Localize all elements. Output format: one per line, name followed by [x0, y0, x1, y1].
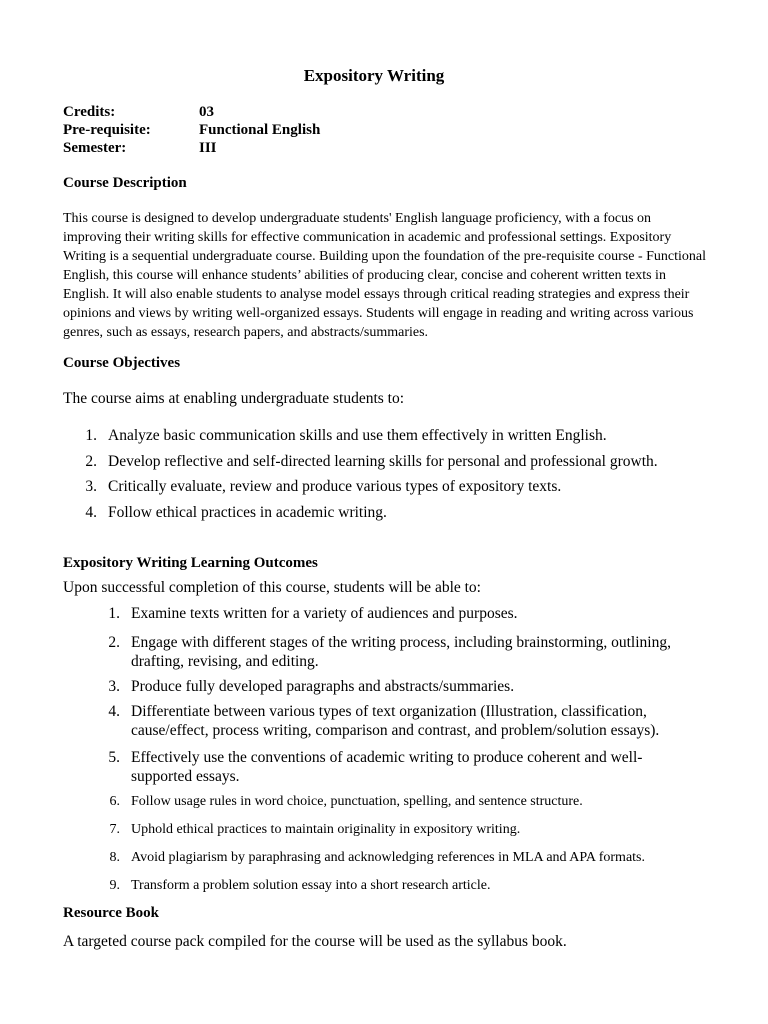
list-item: [63, 605, 703, 634]
learning-outcomes-heading: Expository Writing Learning Outcomes: [63, 555, 318, 571]
list-item: [63, 703, 703, 749]
list-item-text: Differentiate between various types of text organization (Illustration, classification, cause/effect, process writing, comparison and contrast, and problem/solution essays).: [131, 703, 660, 739]
list-item: [63, 503, 703, 529]
course-meta: [63, 103, 320, 157]
meta-label: Pre-requisite:: [63, 122, 151, 138]
meta-row-prerequisite: [63, 121, 320, 139]
list-item-text: Avoid plagiarism by paraphrasing and acknowledging references in MLA and APA formats.: [131, 850, 645, 865]
list-item: [63, 477, 703, 503]
outcomes-list: [63, 605, 703, 901]
meta-row-credits: [63, 103, 320, 121]
list-number: 2.: [85, 452, 97, 470]
outcomes-intro: Upon successful completion of this course, students will be able to:: [63, 579, 481, 596]
list-item: [63, 877, 703, 901]
list-item-text: Engage with different stages of the writing process, including brainstorming, outlining, drafting, revising, and editing.: [131, 634, 671, 670]
list-item: [63, 821, 703, 849]
list-item: [63, 634, 703, 678]
list-number: 3.: [108, 678, 120, 695]
meta-row-semester: [63, 139, 320, 157]
objectives-intro: The course aims at enabling undergraduate students to:: [63, 390, 405, 407]
list-item-text: Examine texts written for a variety of audiences and purposes.: [131, 605, 518, 622]
meta-label: Semester:: [63, 140, 127, 156]
list-number: 1.: [108, 605, 120, 622]
list-number: 3.: [85, 478, 97, 495]
list-item-text: Follow ethical practices in academic writing.: [108, 503, 387, 521]
list-item-text: Critically evaluate, review and produce various types of expository texts.: [108, 478, 562, 495]
list-number: 8.: [109, 850, 120, 865]
list-number: 4.: [108, 703, 120, 720]
list-item-text: Analyze basic communication skills and use them effectively in written English.: [108, 427, 607, 444]
list-item-text: Transform a problem solution essay into a short research article.: [131, 878, 491, 893]
list-item-text: Produce fully developed paragraphs and abstracts/summaries.: [131, 678, 515, 695]
list-item-text: Effectively use the conventions of academic writing to produce coherent and well-supported essays.: [131, 749, 643, 785]
resource-book-text: A targeted course pack compiled for the course will be used as the syllabus book.: [63, 933, 567, 950]
list-item-text: Develop reflective and self-directed learning skills for personal and professional growth.: [108, 452, 658, 470]
list-number: 6.: [109, 794, 120, 809]
list-number: 2.: [108, 634, 120, 651]
list-item: [63, 849, 703, 877]
objectives-list: [63, 426, 703, 528]
list-item-text: Uphold ethical practices to maintain originality in expository writing.: [131, 822, 521, 837]
list-item: [63, 749, 703, 793]
list-number: 9.: [109, 878, 120, 893]
list-item: [63, 426, 703, 452]
course-description-text: This course is designed to develop undergraduate students' English language proficiency, with a focus on improving their writing skills for effective communication in academic and professional settings. Expository Writing is a sequential undergraduate course. Building upon the foundation of the pre-requisite course - Functional English, this course will enhance students’ abilities of producing clear, concise and coherent written texts in English. It will also enable students to analyse model essays through critical reading strategies and express their opinions and views by writing well-organized essays. Students will engage in reading and writing across various genres, such as essays, research papers, and abstracts/summaries.: [63, 211, 707, 340]
meta-value: 03: [199, 104, 214, 120]
resource-book-heading: Resource Book: [63, 905, 159, 921]
meta-label: Credits:: [63, 104, 116, 120]
meta-value: III: [199, 140, 217, 156]
course-description-heading: Course Description: [63, 175, 187, 191]
list-number: 5.: [108, 749, 120, 766]
list-number: 1.: [85, 427, 97, 444]
list-item: [63, 678, 703, 703]
list-item: [63, 452, 703, 478]
list-item: [63, 793, 703, 821]
meta-value: Functional English: [199, 122, 321, 138]
course-objectives-heading: Course Objectives: [63, 355, 181, 371]
list-item-text: Follow usage rules in word choice, punctuation, spelling, and sentence structure.: [131, 794, 583, 809]
list-number: 7.: [109, 822, 120, 837]
document-title: Expository Writing: [303, 66, 445, 85]
list-number: 4.: [85, 503, 97, 521]
